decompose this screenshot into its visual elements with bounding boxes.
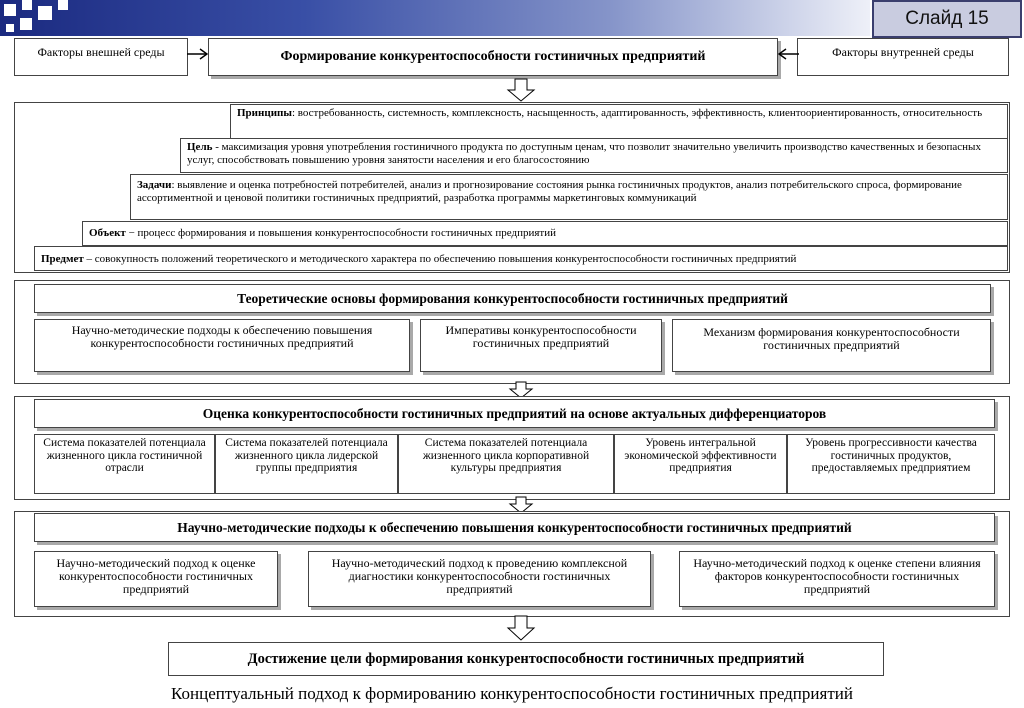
theory-item: Научно-методические подходы к обеспечению повышения конкурентоспособности гостиничных предприятий <box>34 319 410 372</box>
decor-square <box>38 6 52 20</box>
arrow-left-icon <box>776 44 800 64</box>
principles-sep: : <box>291 107 298 119</box>
assessment-item: Уровень интегральной экономической эффективности предприятия <box>614 434 787 494</box>
subject-text: совокупность положений теоретического и методического характера по обеспечению повышения конкурентоспособности гостиничных предприятий <box>94 253 797 265</box>
assessment-item: Система показателей потенциала жизненного цикла корпоративной культуры предприятия <box>398 434 614 494</box>
tasks-box <box>130 174 1008 220</box>
theory-item: Механизм формирования конкурентоспособности гостиничных предприятий <box>672 319 991 372</box>
object-text: процесс формирования и повышения конкурентоспособности гостиничных предприятий <box>137 227 556 239</box>
decor-square <box>20 18 32 30</box>
theory-item: Императивы конкурентоспособности гостиничных предприятий <box>420 319 662 372</box>
diagram-caption: Концептуальный подход к формированию конкурентоспособности гостиничных предприятий <box>171 684 853 703</box>
decor-square <box>4 4 16 16</box>
subject-box <box>34 246 1008 271</box>
object-box <box>82 221 1008 246</box>
approach-item: Научно-методический подход к проведению комплексной диагностики конкурентоспособности гостиничных предприятий <box>308 551 651 607</box>
external-factors-box: Факторы внешней среды <box>14 38 188 76</box>
goal-sep: - <box>212 141 222 153</box>
subject-key: Предмет <box>41 253 84 265</box>
decor-square <box>6 24 14 32</box>
assessment-item: Система показателей потенциала жизненного цикла гостиничной отрасли <box>34 434 215 494</box>
approach-item: Научно-методический подход к оценке степени влияния факторов конкурентоспособности гостиничных предприятий <box>679 551 995 607</box>
principles-text: востребованность, системность, комплексность, насыщенность, адаптированность, эффективность, клиентоориентированность, относительность <box>297 107 983 119</box>
arrow-right-icon <box>186 44 210 64</box>
header-gradient-bar <box>0 0 870 36</box>
goal-text: максимизация уровня употребления гостиничного продукта по доступным ценам, что позволит значительно увеличить производство качественных и безопасных услуг, способствовать повышению уровня занятости населения и его благосостоянию <box>187 141 981 166</box>
assessment-item: Система показателей потенциала жизненного цикла лидерской группы предприятия <box>215 434 398 494</box>
goal-achievement-box: Достижение цели формирования конкурентоспособности гостиничных предприятий <box>168 642 884 676</box>
object-key: Объект <box>89 227 126 239</box>
formation-title-box: Формирование конкурентоспособности гостиничных предприятий <box>208 38 778 76</box>
tasks-text: выявление и оценка потребностей потребителей, анализ и прогнозирование состояния рынка гостиничных продуктов, анализ потребительского спроса, формирование ассортиментной и ценовой политики гостиничных предприятий, разработка программы маркетинговых коммуникаций <box>137 179 962 204</box>
decor-square <box>22 0 32 10</box>
tasks-key: Задачи <box>137 179 172 191</box>
slide-number-label: Слайд 15 <box>872 0 1022 38</box>
arrow-down-icon <box>506 615 536 641</box>
approach-item: Научно-методический подход к оценке конкурентоспособности гостиничных предприятий <box>34 551 278 607</box>
principles-box <box>230 104 1008 140</box>
approaches-section-title: Научно-методические подходы к обеспечению повышения конкурентоспособности гостиничных предприятий <box>34 513 995 542</box>
goal-key: Цель <box>187 141 213 153</box>
tasks-sep: : <box>171 179 178 191</box>
assessment-section-title: Оценка конкурентоспособности гостиничных предприятий на основе актуальных дифференциаторов <box>34 399 995 428</box>
object-sep: − <box>125 227 138 239</box>
theory-section-title: Теоретические основы формирования конкурентоспособности гостиничных предприятий <box>34 284 991 313</box>
internal-factors-box: Факторы внутренней среды <box>797 38 1009 76</box>
subject-sep: – <box>83 253 95 265</box>
decor-square <box>58 0 68 10</box>
goal-definition-box <box>180 138 1008 173</box>
principles-key: Принципы <box>237 107 292 119</box>
assessment-item: Уровень прогрессивности качества гостиничных продуктов, предоставляемых предприятием <box>787 434 995 494</box>
arrow-down-icon <box>506 78 536 102</box>
